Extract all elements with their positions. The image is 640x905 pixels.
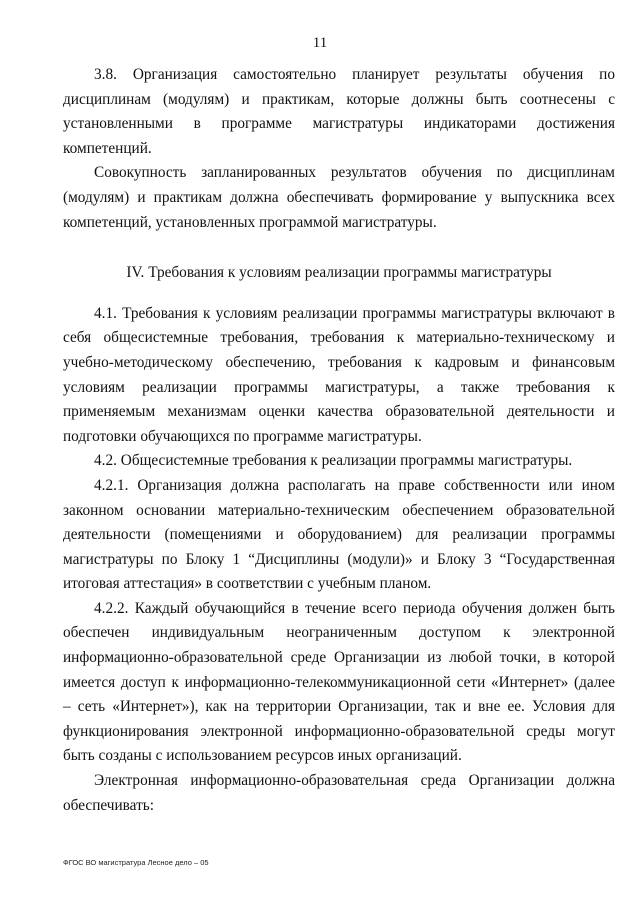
paragraph-4-1: 4.1. Требования к условиям реализации программы магистратуры включают в себя общесистемные требования, требования к материально-техническому и учебно-методическому обеспечению, требования к кадровым и финансовым условиям реализации программы магистратуры, а также требования к применяемым механизмам оценки качества образовательной деятельности и подготовки обучающихся по программе магистратуры. bbox=[63, 304, 615, 445]
paragraph-4-2: 4.2. Общесистемные требования к реализации программы магистратуры. bbox=[94, 452, 573, 470]
paragraph-3-8: 3.8. Организация самостоятельно планирует результаты обучения по дисциплинам (модулям) и практикам, которые должны быть соотнесены с установленными в программе магистратуры индикаторами достижения компетенций. bbox=[63, 66, 615, 157]
paragraph-results-totality: Совокупность запланированных результатов обучения по дисциплинам (модулям) и практикам должна обеспечивать формирование у выпускника всех компетенций, установленных программой магистратуры. bbox=[63, 164, 615, 231]
page-number: 11 bbox=[312, 35, 328, 51]
document-body bbox=[63, 63, 615, 818]
section-heading-iv: IV. Требования к условиям реализации программы магистратуры bbox=[126, 264, 552, 282]
page-footer: ФГОС ВО магистратура Лесное дело – 05 bbox=[63, 858, 209, 867]
paragraph-4-2-2: 4.2.2. Каждый обучающийся в течение всего периода обучения должен быть обеспечен индивидуальным неограниченным доступом к электронной информационно-образовательной среде Организации из любой точки, в которой имеется доступ к информационно-телекоммуникационной сети «Интернет» (далее – сеть «Интернет»), как на территории Организации, так и вне ее. Условия для функционирования электронной информационно-образовательной среды могут быть созданы с использованием ресурсов иных организаций. bbox=[63, 599, 615, 765]
paragraph-4-2-1: 4.2.1. Организация должна располагать на праве собственности или ином законном основании материально-техническим обеспечением образовательной деятельности (помещениями и оборудованием) для реализации программы магистратуры по Блоку 1 “Дисциплины (модули)» и Блоку 3 “Государственная итоговая аттестация» в соответствии с учебным планом. bbox=[63, 476, 615, 593]
paragraph-electronic-environment: Электронная информационно-образовательная среда Организации должна обеспечивать: bbox=[63, 772, 615, 814]
